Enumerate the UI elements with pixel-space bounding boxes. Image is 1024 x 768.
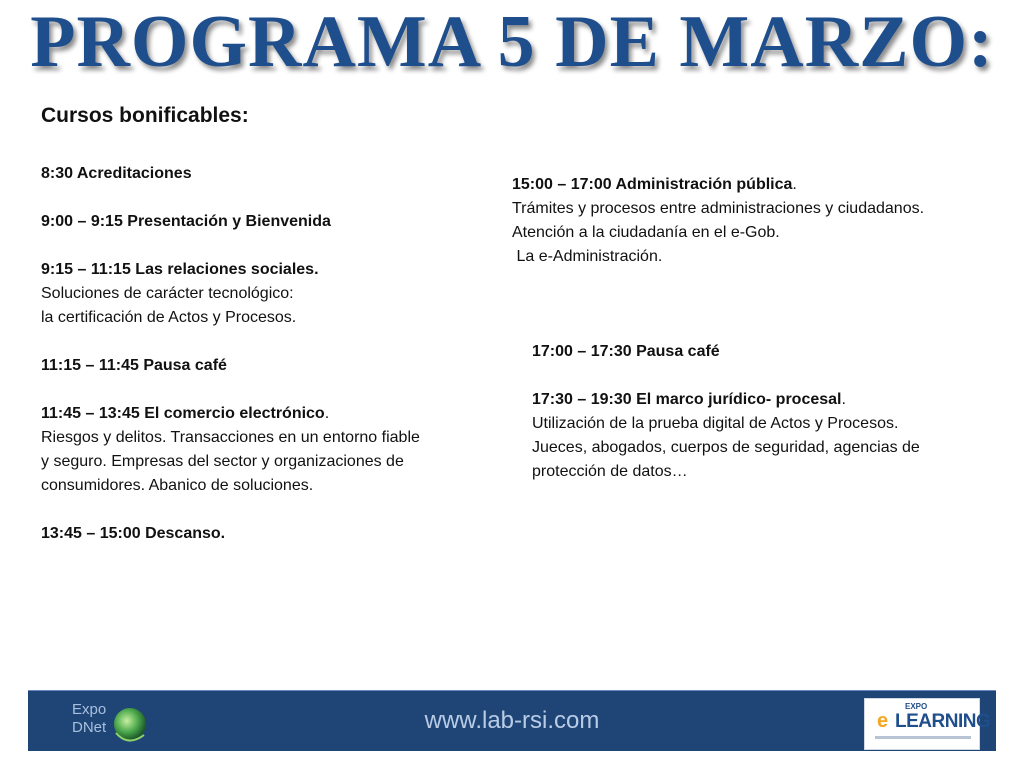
schedule-text: y seguro. Empresas del sector y organizaciones de	[41, 453, 404, 470]
section-heading: Cursos bonificables:	[41, 104, 249, 127]
schedule-line	[512, 173, 1002, 197]
schedule-time-title: 8:30 Acreditaciones	[41, 165, 192, 182]
logo-subtitle-bar	[875, 736, 971, 739]
schedule-time-title: 9:15 – 11:15 Las relaciones sociales.	[41, 261, 319, 278]
logo-right-word: LEARNING	[895, 711, 991, 732]
schedule-right-bottom-column	[532, 340, 992, 508]
logo-left-line1: Expo	[72, 701, 107, 718]
schedule-line	[512, 245, 1002, 269]
schedule-item	[41, 210, 481, 234]
schedule-text: Utilización de la prueba digital de Actos y Procesos.	[532, 415, 899, 432]
schedule-line	[41, 258, 481, 282]
schedule-line	[41, 426, 481, 450]
schedule-text: .	[792, 176, 797, 193]
schedule-line	[532, 436, 992, 460]
schedule-line	[41, 306, 481, 330]
schedule-right-top-column	[512, 173, 1002, 293]
schedule-text: .	[841, 391, 846, 408]
slide-title: PROGRAMA 5 DE MARZO:	[30, 1, 994, 83]
schedule-line	[41, 450, 481, 474]
schedule-text: Trámites y procesos entre administraciones y ciudadanos.	[512, 200, 925, 217]
schedule-item	[41, 354, 481, 378]
schedule-item	[512, 173, 1002, 269]
schedule-item	[532, 388, 992, 484]
schedule-item	[41, 258, 481, 330]
schedule-text: La e-Administración.	[512, 248, 663, 265]
schedule-line	[512, 197, 1002, 221]
schedule-item	[532, 340, 992, 364]
schedule-text: protección de datos…	[532, 463, 688, 480]
schedule-time-title: 13:45 – 15:00 Descanso.	[41, 525, 226, 542]
schedule-line	[41, 282, 481, 306]
schedule-time-title: 15:00 – 17:00 Administración pública	[512, 176, 793, 193]
schedule-line	[41, 354, 481, 378]
footer-url[interactable]: www.lab-rsi.com	[424, 707, 600, 734]
schedule-line	[512, 221, 1002, 245]
schedule-line	[532, 460, 992, 484]
schedule-line	[532, 340, 992, 364]
schedule-line	[532, 388, 992, 412]
schedule-text: la certificación de Actos y Procesos.	[41, 309, 297, 326]
schedule-item	[41, 522, 481, 546]
schedule-line	[41, 162, 481, 186]
schedule-time-title: 17:00 – 17:30 Pausa café	[532, 343, 720, 360]
logo-left-line2: DNet	[72, 719, 107, 736]
schedule-time-title: 11:15 – 11:45 Pausa café	[41, 357, 227, 374]
schedule-time-title: 11:45 – 13:45 El comercio electrónico	[41, 405, 325, 422]
schedule-text: consumidores. Abanico de soluciones.	[41, 477, 314, 494]
schedule-time-title: 17:30 – 19:30 El marco jurídico- procesal	[532, 391, 842, 408]
schedule-line	[41, 522, 481, 546]
schedule-text: Riesgos y delitos. Transacciones en un entorno fiable	[41, 429, 420, 446]
schedule-item	[41, 402, 481, 498]
schedule-line	[41, 402, 481, 426]
schedule-line	[532, 412, 992, 436]
schedule-text: Atención a la ciudadanía en el e-Gob.	[512, 224, 780, 241]
schedule-text: .	[324, 405, 330, 422]
schedule-line	[41, 210, 481, 234]
schedule-time-title: 9:00 – 9:15 Presentación y Bienvenida	[41, 213, 331, 230]
schedule-text: Soluciones de carácter tecnológico:	[41, 285, 294, 302]
schedule-left-column	[41, 162, 481, 570]
schedule-line	[41, 474, 481, 498]
schedule-item	[41, 162, 481, 186]
elearning-e-icon: e	[877, 710, 889, 732]
logo-right-expo: EXPO	[905, 702, 928, 711]
schedule-text: Jueces, abogados, cuerpos de seguridad, agencias de	[532, 439, 920, 456]
expo-elearning-logo	[864, 698, 991, 750]
footer-bar	[28, 690, 996, 751]
